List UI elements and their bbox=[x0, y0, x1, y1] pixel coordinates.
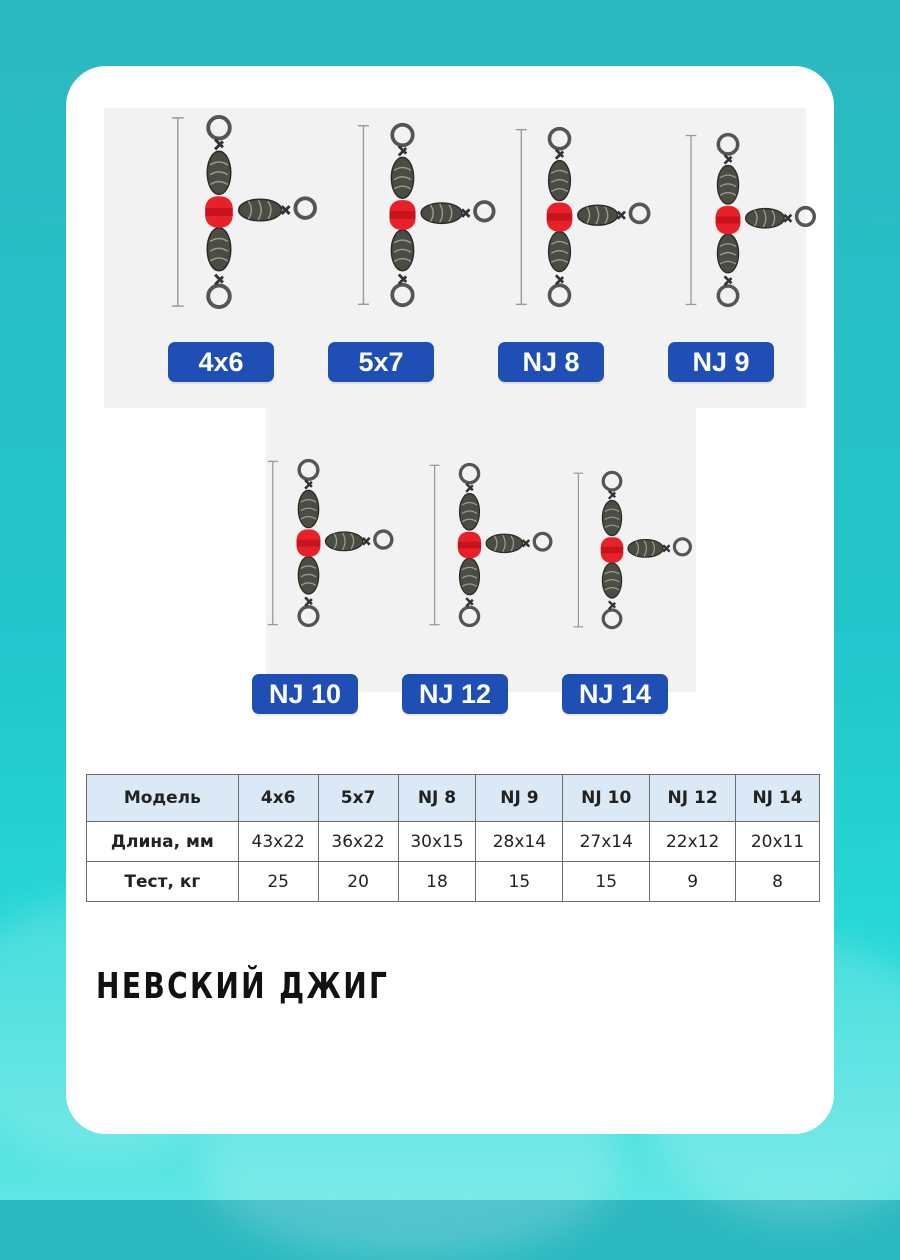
size-label-5x7: 5x7 bbox=[328, 342, 434, 382]
table-row bbox=[87, 862, 820, 902]
table-cell: 15 bbox=[563, 862, 650, 902]
triple-swivel-icon bbox=[684, 132, 825, 308]
triple-swivel-icon bbox=[428, 462, 561, 628]
size-label-nj12: NJ 12 bbox=[402, 674, 508, 714]
table-cell: 27x14 bbox=[563, 822, 650, 862]
table-cell: 18 bbox=[398, 862, 476, 902]
triple-swivel-icon bbox=[170, 114, 327, 310]
size-label-nj9: NJ 9 bbox=[668, 342, 774, 382]
table-header-cell: 4x6 bbox=[238, 775, 318, 822]
table-header-cell: NJ 14 bbox=[736, 775, 820, 822]
table-header-cell: NJ 12 bbox=[650, 775, 736, 822]
table-row bbox=[87, 822, 820, 862]
table-header-cell: NJ 10 bbox=[563, 775, 650, 822]
table-cell: 28x14 bbox=[476, 822, 563, 862]
triple-swivel-icon bbox=[514, 126, 660, 308]
table-row-label: Длина, мм bbox=[87, 822, 239, 862]
size-label-nj8: NJ 8 bbox=[498, 342, 604, 382]
table-row-label: Тест, кг bbox=[87, 862, 239, 902]
table-header-cell: Модель bbox=[87, 775, 239, 822]
table-header-row bbox=[87, 775, 820, 822]
table-cell: 8 bbox=[736, 862, 820, 902]
triple-swivel-icon bbox=[266, 458, 402, 628]
table-cell: 36x22 bbox=[318, 822, 398, 862]
table-header-cell: NJ 8 bbox=[398, 775, 476, 822]
table-header-cell: 5x7 bbox=[318, 775, 398, 822]
table-cell: 9 bbox=[650, 862, 736, 902]
triple-swivel-icon bbox=[572, 470, 700, 630]
brand-logo: НЕВСКИЙ ДЖИГ bbox=[96, 966, 390, 1007]
size-label-nj10: NJ 10 bbox=[252, 674, 358, 714]
product-card bbox=[66, 66, 834, 1134]
table-cell: 43x22 bbox=[238, 822, 318, 862]
table-cell: 22x12 bbox=[650, 822, 736, 862]
triple-swivel-icon bbox=[356, 122, 505, 308]
table-cell: 25 bbox=[238, 862, 318, 902]
table-cell: 20 bbox=[318, 862, 398, 902]
table-cell: 15 bbox=[476, 862, 563, 902]
size-label-nj14: NJ 14 bbox=[562, 674, 668, 714]
table-header-cell: NJ 9 bbox=[476, 775, 563, 822]
table-cell: 30x15 bbox=[398, 822, 476, 862]
size-label-4x6: 4x6 bbox=[168, 342, 274, 382]
table-cell: 20x11 bbox=[736, 822, 820, 862]
spec-table bbox=[86, 774, 820, 902]
